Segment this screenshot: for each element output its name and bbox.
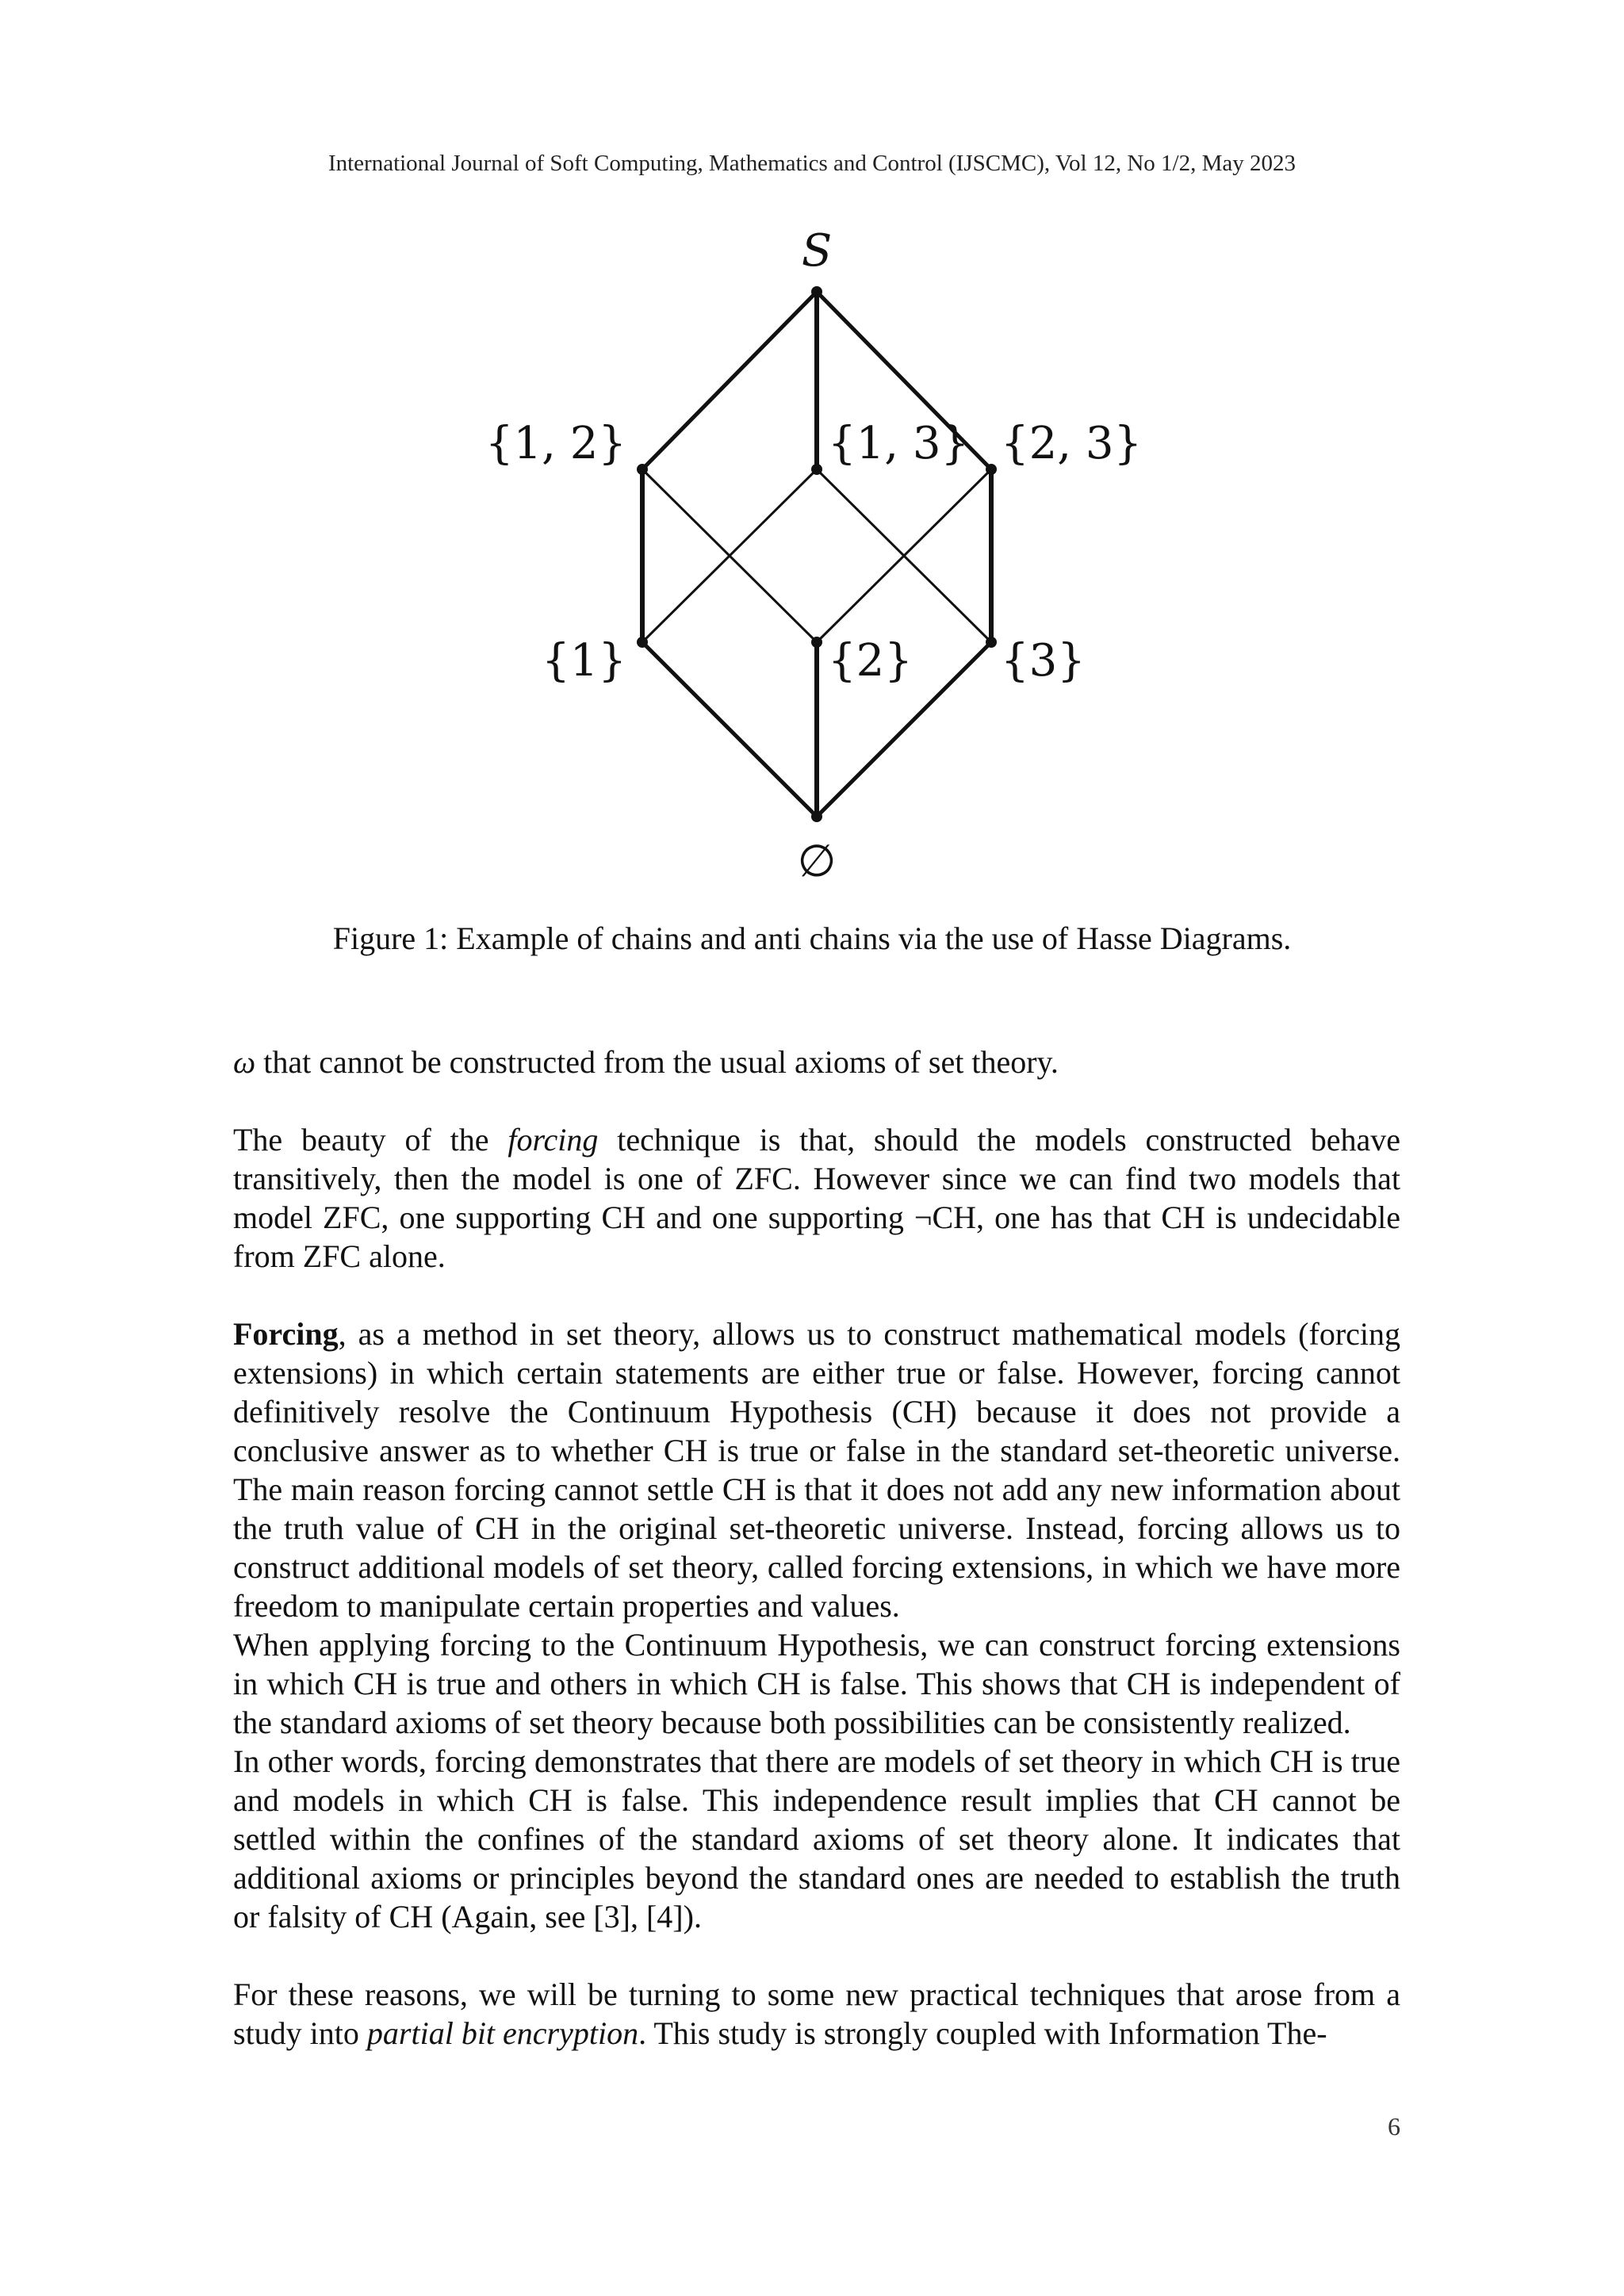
body-text [233,1043,1400,2053]
vertex-empty [811,811,822,822]
label-12: {1, 2} [485,418,626,469]
label-1: {1} [542,635,626,687]
paragraph-4: When applying forcing to the Continuum Hypothesis, we can construct forcing extensions in which CH is true and others in which CH is false. This shows that CH is independent of the standard axioms of set theory because both possibilities can be consistently realized. [233,1627,1400,1740]
paragraph-3: Forcing, as a method in set theory, allows us to construct mathematical models (forcing extensions) in which certain statements are either true or false. However, forcing cannot definitively resolve the Continuum Hypothesis (CH) because it does not provide a conclusive answer as to whether CH is true or false in the standard set-theoretic universe. The main reason forcing cannot settle CH is that it does not add any new information about the truth value of CH in the original set-theoretic universe. Instead, forcing allows us to construct additional models of set theory, called forcing extensions, in which we have more freedom to manipulate certain properties and values. [233,1316,1400,1624]
paragraph-6: For these reasons, we will be turning to some new practical techniques that arose from a study into partial bit encryption. This study is strongly coupled with Information The- [233,1976,1400,2051]
label-2: {2} [828,635,913,687]
label-s: S [801,225,833,277]
figure-caption: Figure 1: Example of chains and anti chains via the use of Hasse Diagrams. [332,920,1292,956]
label-empty: ∅ [797,836,837,887]
vertex-12 [637,464,648,475]
hasse-diagram [0,0,1624,991]
edge-1-empty [642,642,817,817]
vertex-13 [811,464,822,475]
vertex-3 [986,637,997,648]
vertex-1 [637,637,648,648]
hasse-diagram-figure [0,0,1624,991]
edge-s-12 [642,292,817,469]
paragraph-2: The beauty of the forcing technique is that, should the models constructed behave transitively, then the model is one of ZFC. However since we can find two models that model ZFC, one supporting CH and one supporting ¬CH, one has that CH is undecidable from ZFC alone. [233,1122,1400,1274]
label-23: {2, 3} [1001,418,1143,469]
paragraph-5: In other words, forcing demonstrates that there are models of set theory in which CH is true and models in which CH is false. This independence result implies that CH cannot be settled within the confines of the standard axioms of set theory alone. It indicates that additional axioms or principles beyond the standard ones are needed to establish the truth or falsity of CH (Again, see [3], [4]). [233,1743,1400,1934]
running-header: International Journal of Soft Computing, Mathematics and Control (IJSCMC), Vol 12, No 1/2, May 2023 [327,151,1297,176]
vertex-23 [986,464,997,475]
label-3: {3} [1001,635,1086,687]
vertex-2 [811,637,822,648]
page-number: 6 [1388,2112,1400,2141]
forcing-emphasis: forcing [508,1122,599,1158]
partial-bit-encryption-emphasis: partial bit encryption [366,2015,639,2051]
label-13: {1, 3} [828,418,970,469]
omega-symbol: ω [233,1044,256,1080]
forcing-bold: Forcing [233,1316,339,1352]
vertex-s [811,286,822,297]
paragraph-1: ω that cannot be constructed from the usual axioms of set theory. [233,1044,1059,1080]
